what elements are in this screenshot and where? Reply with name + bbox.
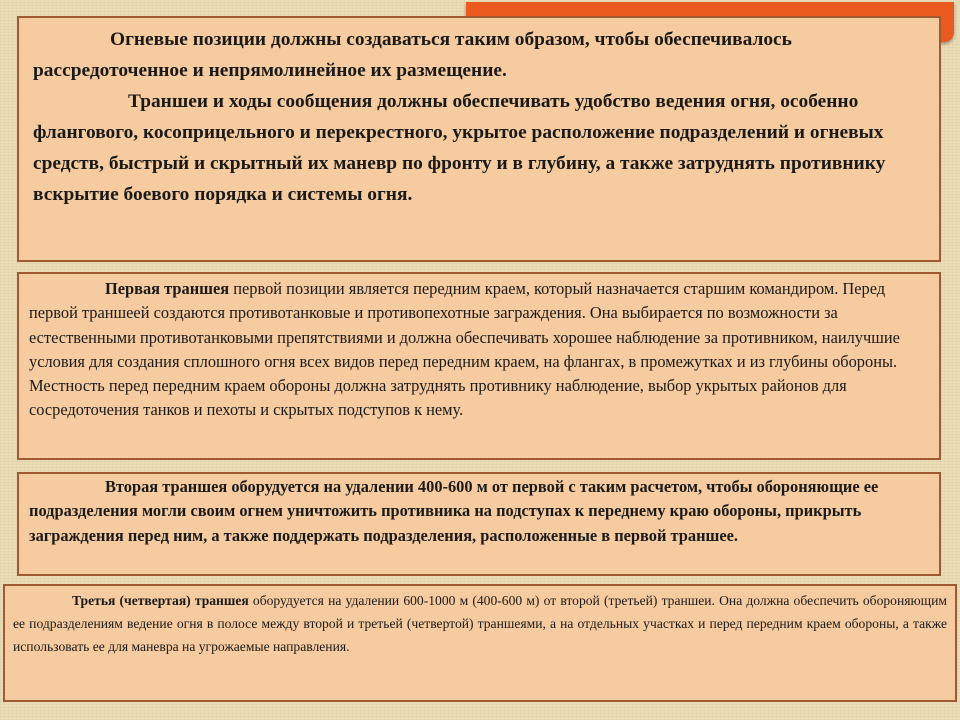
third-trench-lead: Третья (четвертая) траншея [72,593,249,608]
text-block-firing-positions [17,16,941,262]
second-trench-text: Вторая траншея оборудуется на удалении 400-600 м от первой с таким расчетом, чтобы обороняющие ее подразделения могли своим огнем уничтожить противника на подступах к переднему краю обороны, прикрыть заграждения перед ним, а также поддержать подразделения, расположенные в первой траншее. [29,477,879,545]
first-trench-text: первой позиции является передним краем, который назначается старшим командиром. Перед первой траншеей создаются противотанковые и противопехотные заграждения. Она выбирается по возможности за естественными противотанковыми препятствиями и должна обеспечивать хорошее наблюдение за противником, наилучшие условия для создания сплошного огня всех видов перед передним краем, на флангах, в промежутках и из глубины обороны. Местность перед передним краем обороны должна затруднять противнику наблюдение, выбор укрытых районов для сосредоточения танков и пехоты и скрытых подступов к нему. [29,279,900,420]
paragraph-first-trench [29,277,929,423]
paragraph-second-trench [29,475,929,548]
first-trench-lead: Первая траншея [105,279,230,298]
trenches-text: Траншеи и ходы сообщения должны обеспечивать удобство ведения огня, особенно флангового, косоприцельного и перекрестного, укрытое расположение подразделений и огневых средств, быстрый и скрытный их маневр по фронту и в глубину, а также затруднять противнику вскрытие боевого порядка и системы огня. [33,91,886,205]
firing-positions-text: Огневые позиции должны создаваться таким образом, чтобы обеспечивалось рассредоточенное и непрямолинейное их размещение. [33,29,792,81]
paragraph-trenches [33,86,927,210]
paragraph-third-trench [13,590,947,658]
third-trench-text: оборудуется на удалении 600-1000 м (400-600 м) от второй (третьей) траншеи. Она должна обеспечить обороняющим ее подразделениям ведение огня в полосе между второй и третьей (четвертой) траншеями, а на отдельных участках и перед передним краем обороны, а также использовать ее для маневра на угрожаемые направления. [13,593,947,654]
text-block-second-trench [17,472,941,576]
paragraph-firing-positions [33,24,927,86]
text-block-first-trench [17,272,941,460]
text-block-third-trench [3,584,957,702]
